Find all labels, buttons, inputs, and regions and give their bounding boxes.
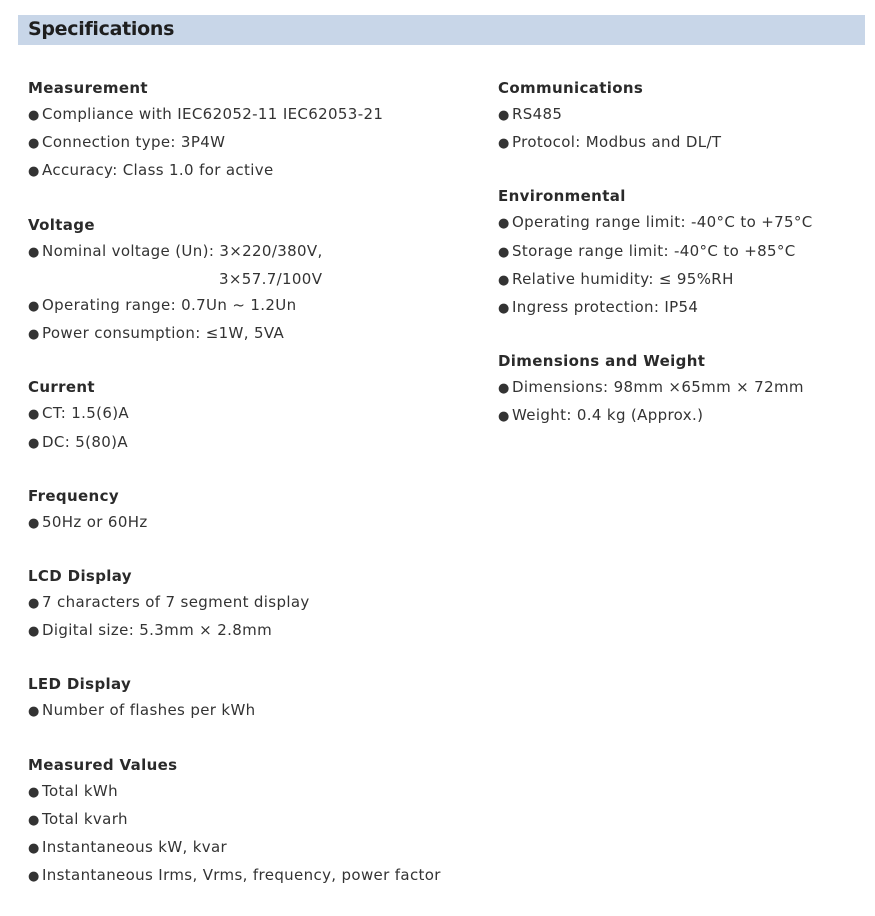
section-title: Dimensions and Weight	[498, 352, 706, 371]
bullet-icon: ●	[28, 108, 40, 123]
item-text: CT: 1.5(6)A	[42, 404, 130, 423]
item-text: DC: 5(80)A	[42, 432, 128, 451]
section-communications	[498, 75, 813, 157]
left-column	[28, 75, 441, 916]
item-text: Protocol: Modbus and DL/T	[512, 133, 722, 152]
list-item	[28, 157, 441, 185]
item-text: Power consumption: ≤1W, 5VA	[42, 324, 285, 343]
list-item	[498, 374, 813, 402]
section-title: LED Display	[28, 675, 132, 694]
right-column	[498, 75, 813, 457]
bullet-icon: ●	[28, 784, 40, 800]
section-title: Measurement	[28, 79, 148, 97]
bullet-icon: ●	[28, 624, 40, 640]
section-title: Environmental	[498, 187, 626, 206]
item-text: Nominal voltage (Un): 3×220/380V,	[42, 241, 323, 260]
item-text: Instantaneous kW, kvar	[42, 838, 228, 857]
bullet-icon: ●	[28, 812, 40, 828]
bullet-icon: ●	[28, 704, 40, 720]
item-text: Weight: 0.4 kg (Approx.)	[512, 406, 704, 425]
bullet-icon: ●	[498, 272, 510, 288]
section-measurement	[28, 75, 441, 186]
bullet-icon: ●	[28, 164, 40, 180]
section-led-display	[28, 671, 441, 725]
section-lcd-display	[28, 563, 441, 645]
section-title: Measured Values	[28, 755, 178, 774]
list-item	[28, 292, 441, 320]
item-text: Operating range limit: -40°C to +75°C	[512, 213, 813, 232]
list-item	[28, 238, 441, 266]
list-item	[28, 697, 441, 725]
list-item-continuation: 3×57.7/100V	[219, 269, 323, 288]
list-item	[28, 589, 441, 617]
bullet-icon: ●	[28, 244, 40, 260]
bullet-icon: ●	[28, 515, 40, 531]
bullet-icon: ●	[28, 435, 40, 451]
section-title: LCD Display	[28, 567, 132, 586]
bullet-icon: ●	[28, 596, 40, 612]
list-item	[498, 209, 813, 237]
bullet-icon: ●	[28, 327, 40, 343]
item-text: Compliance with IEC62052-11 IEC62053-21	[42, 105, 384, 123]
item-text: Storage range limit: -40°C to +85°C	[512, 241, 796, 260]
specifications-header-bar	[18, 15, 865, 45]
section-title: Communications	[498, 79, 644, 97]
item-text: Connection type: 3P4W	[42, 133, 226, 152]
item-text: RS485	[512, 105, 563, 123]
item-text: 50Hz or 60Hz	[42, 512, 148, 531]
item-text: Operating range: 0.7Un ~ 1.2Un	[42, 296, 297, 315]
list-item	[28, 509, 441, 537]
list-item	[498, 238, 813, 266]
bullet-icon: ●	[498, 136, 510, 152]
item-text: 7 characters of 7 segment display	[42, 593, 310, 612]
bullet-icon: ●	[28, 407, 40, 423]
section-title: Frequency	[28, 486, 119, 505]
list-item	[28, 400, 441, 428]
list-item	[28, 806, 441, 834]
bullet-icon: ●	[28, 299, 40, 315]
list-item	[498, 101, 813, 129]
bullet-icon: ●	[498, 381, 510, 397]
list-item	[28, 429, 441, 457]
list-item	[498, 402, 813, 430]
section-dimensions-and-weight	[498, 348, 813, 430]
list-item	[28, 778, 441, 806]
item-text: Total kWh	[42, 781, 118, 800]
list-item	[498, 266, 813, 294]
list-item	[28, 862, 441, 890]
section-title: Voltage	[28, 215, 95, 234]
item-text: Dimensions: 98mm ×65mm × 72mm	[512, 378, 804, 397]
bullet-icon: ●	[498, 216, 510, 232]
item-text: Ingress protection: IP54	[512, 298, 699, 317]
section-voltage	[28, 212, 441, 349]
bullet-icon: ●	[28, 869, 40, 885]
bullet-icon: ●	[498, 301, 510, 317]
section-title: Current	[28, 378, 95, 397]
item-text: Accuracy: Class 1.0 for active	[42, 161, 274, 180]
list-item	[498, 294, 813, 322]
bullet-icon: ●	[498, 409, 510, 425]
item-text: Total kvarh	[42, 809, 128, 828]
item-text: Number of flashes per kWh	[42, 701, 256, 720]
section-frequency	[28, 483, 441, 537]
list-item	[28, 834, 441, 862]
bullet-icon: ●	[498, 108, 510, 123]
list-item	[28, 320, 441, 348]
list-item	[28, 101, 441, 129]
bullet-icon: ●	[28, 136, 40, 152]
section-environmental	[498, 183, 813, 322]
list-item	[498, 129, 813, 157]
page-title: Specifications	[28, 18, 175, 40]
bullet-icon: ●	[28, 841, 40, 857]
list-item	[28, 617, 441, 645]
item-text: Relative humidity: ≤ 95%RH	[512, 269, 734, 288]
item-text: Instantaneous Irms, Vrms, frequency, power factor	[42, 866, 441, 885]
list-item	[28, 129, 441, 157]
section-current	[28, 374, 441, 456]
bullet-icon: ●	[498, 244, 510, 260]
item-text: Digital size: 5.3mm × 2.8mm	[42, 621, 273, 640]
section-measured-values	[28, 752, 441, 891]
